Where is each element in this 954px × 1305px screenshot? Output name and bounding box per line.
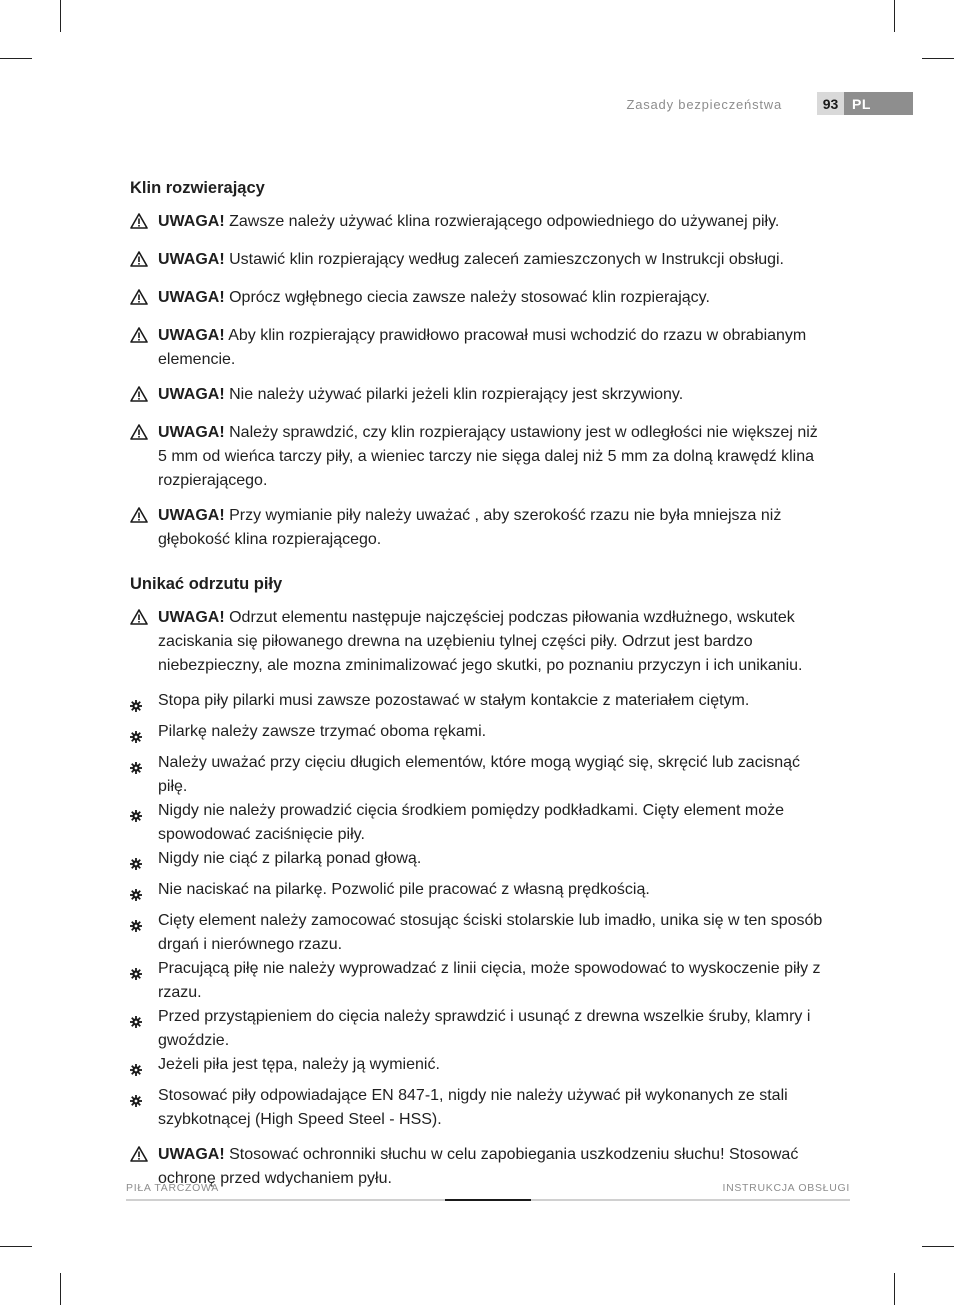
list-item [130,799,830,847]
warning-text: Zawsze należy używać klina rozwierającego odpowiedniego do używanej piły. [229,213,780,230]
list-item [130,1084,830,1132]
warning-item [130,421,830,493]
list-item-text: Pilarkę należy zawsze trzymać oboma rękami. [158,723,487,740]
list-item-text: Jeżeli piła jest tępa, należy ją wymienić. [158,1056,440,1073]
warning-text: Nie należy używać pilarki jeżeli klin rozpierający jest skrzywiony. [229,386,684,403]
language-code: PL [844,92,913,115]
warning-label: UWAGA! [158,251,225,268]
section-heading-riving-knife: Klin rozwierający [130,179,265,197]
list-item [130,847,830,878]
warning-label: UWAGA! [158,386,225,403]
crop-mark [0,1246,32,1247]
warning-triangle-icon [130,248,158,275]
warning-item [130,210,830,237]
bullet-gear-icon [130,909,158,957]
list-item-text: Cięty element należy zamocować stosując ściski stolarskie lub imadło, unika się w ten sposób drgań i nierównego rzazu. [158,912,823,953]
crop-mark [922,1246,954,1247]
list-item-text: Stosować piły odpowiadające EN 847-1, nigdy nie należy używać pił wykonanych ze stali szybkotnącej (High Speed Steel - HSS). [158,1087,788,1128]
warning-text: Ustawić klin rozpierający według zaleceń zamieszczonych w Instrukcji obsługi. [229,251,784,268]
bullet-gear-icon [130,689,158,720]
warning-item [130,383,830,410]
warning-label: UWAGA! [158,424,225,441]
warning-item [130,606,830,678]
bullet-gear-icon [130,957,158,1005]
running-header-section: Zasady bezpieczeństwa [626,97,782,112]
bullet-gear-icon [130,847,158,878]
crop-mark [0,58,32,59]
crop-mark [894,0,895,32]
warning-triangle-icon [130,286,158,313]
list-item-text: Przed przystąpieniem do cięcia należy sprawdzić i usunąć z drewna wszelkie śruby, klamry i gwoździe. [158,1008,811,1049]
list-item [130,957,830,1005]
list-item [130,878,830,909]
bullet-gear-icon [130,799,158,847]
list-item-text: Należy uważać przy cięciu długich elementów, które mogą wygiąć się, skręcić lub zacisnąć piłę. [158,754,801,795]
warning-text: Odrzut elementu następuje najczęściej podczas piłowania wzdłużnego, wskutek zaciskania się piłowanego drewna na uzębieniu tylnej części piły. Odrzut jest bardzo niebezpieczny, ale mozna zminimalizować jego skutki, po poznaniu przyczyn i ich unikaniu. [158,609,803,674]
warning-label: UWAGA! [158,213,225,230]
bullet-gear-icon [130,1005,158,1053]
footer-rule-accent [445,1199,531,1201]
warning-label: UWAGA! [158,609,225,626]
warning-item [130,324,830,372]
list-item [130,909,830,957]
warning-triangle-icon [130,383,158,410]
bullet-gear-icon [130,751,158,799]
warning-triangle-icon [130,504,158,552]
main-content [130,176,830,1202]
warning-item [130,286,830,313]
kickback-intro-warning [130,606,830,678]
list-item [130,689,830,720]
list-item [130,1005,830,1053]
warning-triangle-icon [130,606,158,678]
list-item [130,1053,830,1084]
warning-text: Należy sprawdzić, czy klin rozpierający ustawiony jest w odległości nie większej niż 5 mm od wieńca tarczy piły, a wieniec tarczy nie sięga dalej niż 5 mm za dolną krawędź klina rozpierającego. [158,424,818,489]
crop-mark [60,1273,61,1305]
list-item [130,720,830,751]
footer-manual-name: INSTRUKCJA OBSŁUGI [722,1182,850,1194]
warning-label: UWAGA! [158,507,225,524]
bullet-gear-icon [130,1084,158,1132]
bullet-gear-icon [130,878,158,909]
footer-product-name: PIŁA TARCZOWA [126,1182,219,1194]
kickback-bullet-list [130,689,830,1132]
footer-rule [126,1199,850,1201]
section-heading-kickback: Unikać odrzutu piły [130,575,283,593]
warning-triangle-icon [130,324,158,372]
warning-triangle-icon [130,421,158,493]
page-number: 93 [817,92,844,115]
list-item-text: Pracującą piłę nie należy wyprowadzać z linii cięcia, może spowodować to wyskoczenie piły z rzazu. [158,960,821,1001]
warning-text: Aby klin rozpierający prawidłowo pracował musi wchodzić do rzazu w obrabianym elemencie. [158,327,807,368]
list-item-text: Stopa piły pilarki musi zawsze pozostawać w stałym kontakcie z materiałem ciętym. [158,692,750,709]
crop-mark [60,0,61,32]
list-item-text: Nigdy nie ciąć z pilarką ponad głową. [158,850,422,867]
crop-mark [894,1273,895,1305]
warning-text: Oprócz wgłębnego ciecia zawsze należy stosować klin rozpierający. [229,289,710,306]
riving-knife-warnings [130,210,830,552]
bullet-gear-icon [130,1053,158,1084]
warning-label: UWAGA! [158,1146,225,1163]
warning-label: UWAGA! [158,289,225,306]
warning-item [130,248,830,275]
list-item-text: Nie naciskać na pilarkę. Pozwolić pile pracować z własną prędkością. [158,881,650,898]
warning-item [130,504,830,552]
warning-text: Stosować ochronniki słuchu w celu zapobiegania uszkodzeniu słuchu! Stosować ochronę przed wdychaniem pyłu. [158,1146,799,1187]
warning-triangle-icon [130,210,158,237]
bullet-gear-icon [130,720,158,751]
warning-text: Przy wymianie piły należy uważać , aby szerokość rzazu nie była mniejsza niż głębokość klina rozpierającego. [158,507,782,548]
list-item-text: Nigdy nie należy prowadzić cięcia środkiem pomiędzy podkładkami. Cięty element może spowodować zaciśnięcie piły. [158,802,785,843]
crop-mark [922,58,954,59]
warning-label: UWAGA! [158,327,225,344]
page-badge [817,92,913,115]
list-item [130,751,830,799]
